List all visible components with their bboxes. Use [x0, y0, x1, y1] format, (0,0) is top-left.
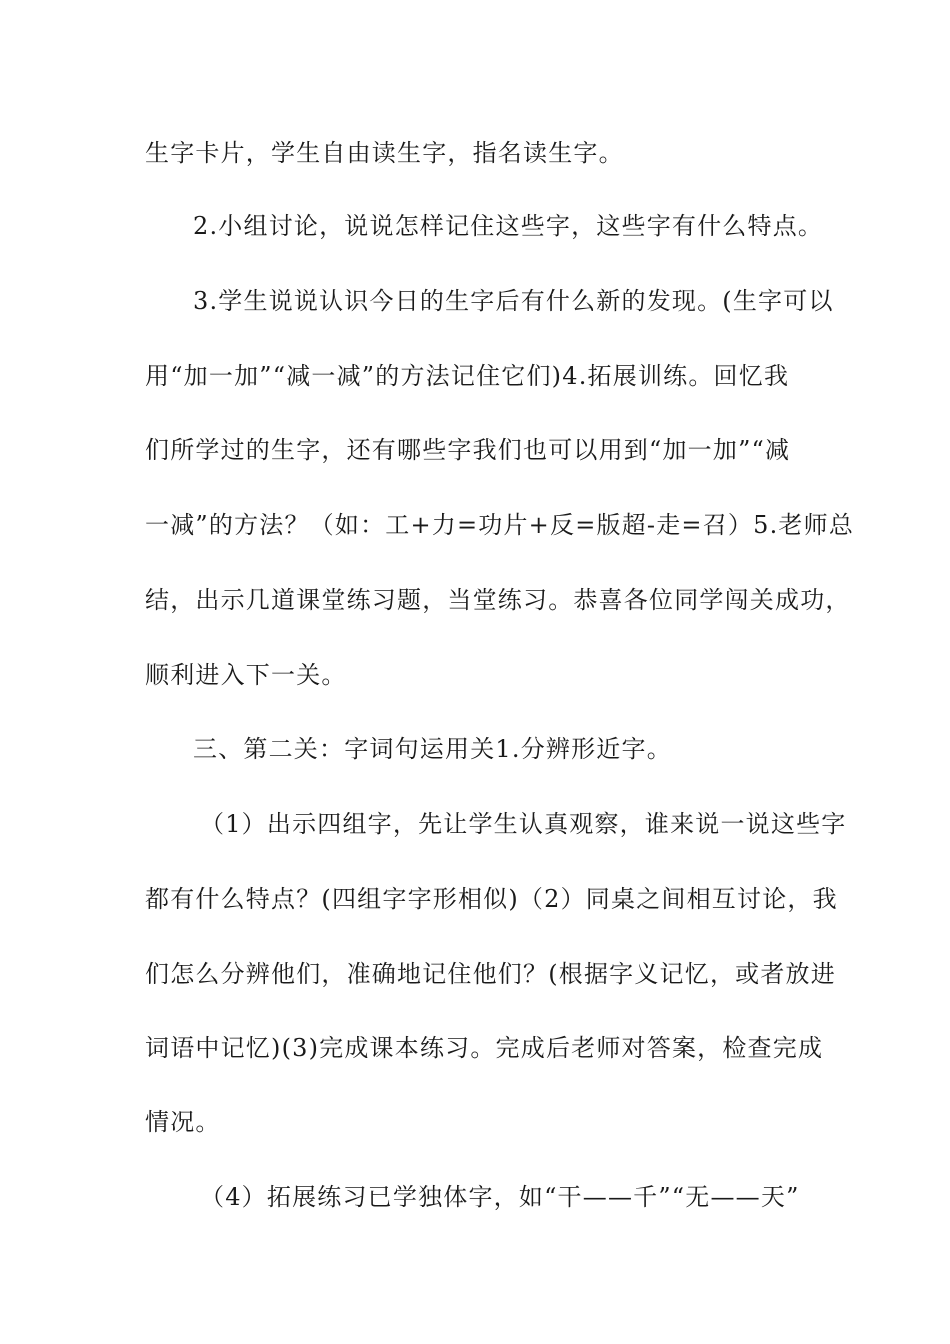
text-line: （4）拓展练习已学独体字，如“干——千”“无——天”	[200, 1183, 800, 1211]
text-line: 结，出示几道课堂练习题，当堂练习。恭喜各位同学闯关成功，	[145, 586, 851, 614]
text-line: 生字卡片，学生自由读生字，指名读生字。	[145, 139, 624, 167]
text-line: 3.学生说说认识今日的生字后有什么新的发现。(生字可以	[193, 287, 834, 315]
text-line: 们所学过的生字，还有哪些字我们也可以用到“加一加”“减	[145, 436, 791, 464]
text-line: 情况。	[145, 1108, 221, 1136]
text-line: 词语中记忆)(3)完成课本练习。完成后老师对答案，检查完成	[145, 1034, 824, 1062]
text-line: 顺利进入下一关。	[145, 661, 347, 689]
section-heading: 三、第二关：字词句运用关1.分辨形近字。	[193, 735, 672, 763]
text-line: 们怎么分辨他们，准确地记住他们？(根据字义记忆，或者放进	[145, 960, 836, 988]
text-line: 用“加一加”“减一减”的方法记住它们)4.拓展训练。回忆我	[145, 362, 790, 390]
text-line: 一减”的方法？（如：工+力=功片+反=版超-走=召）5.老师总	[145, 511, 855, 539]
text-line: 2.小组讨论，说说怎样记住这些字，这些字有什么特点。	[193, 212, 824, 240]
text-line: （1）出示四组字，先让学生认真观察，谁来说一说这些字	[200, 810, 847, 838]
text-line: 都有什么特点？(四组字字形相似)（2）同桌之间相互讨论，我	[145, 885, 838, 913]
